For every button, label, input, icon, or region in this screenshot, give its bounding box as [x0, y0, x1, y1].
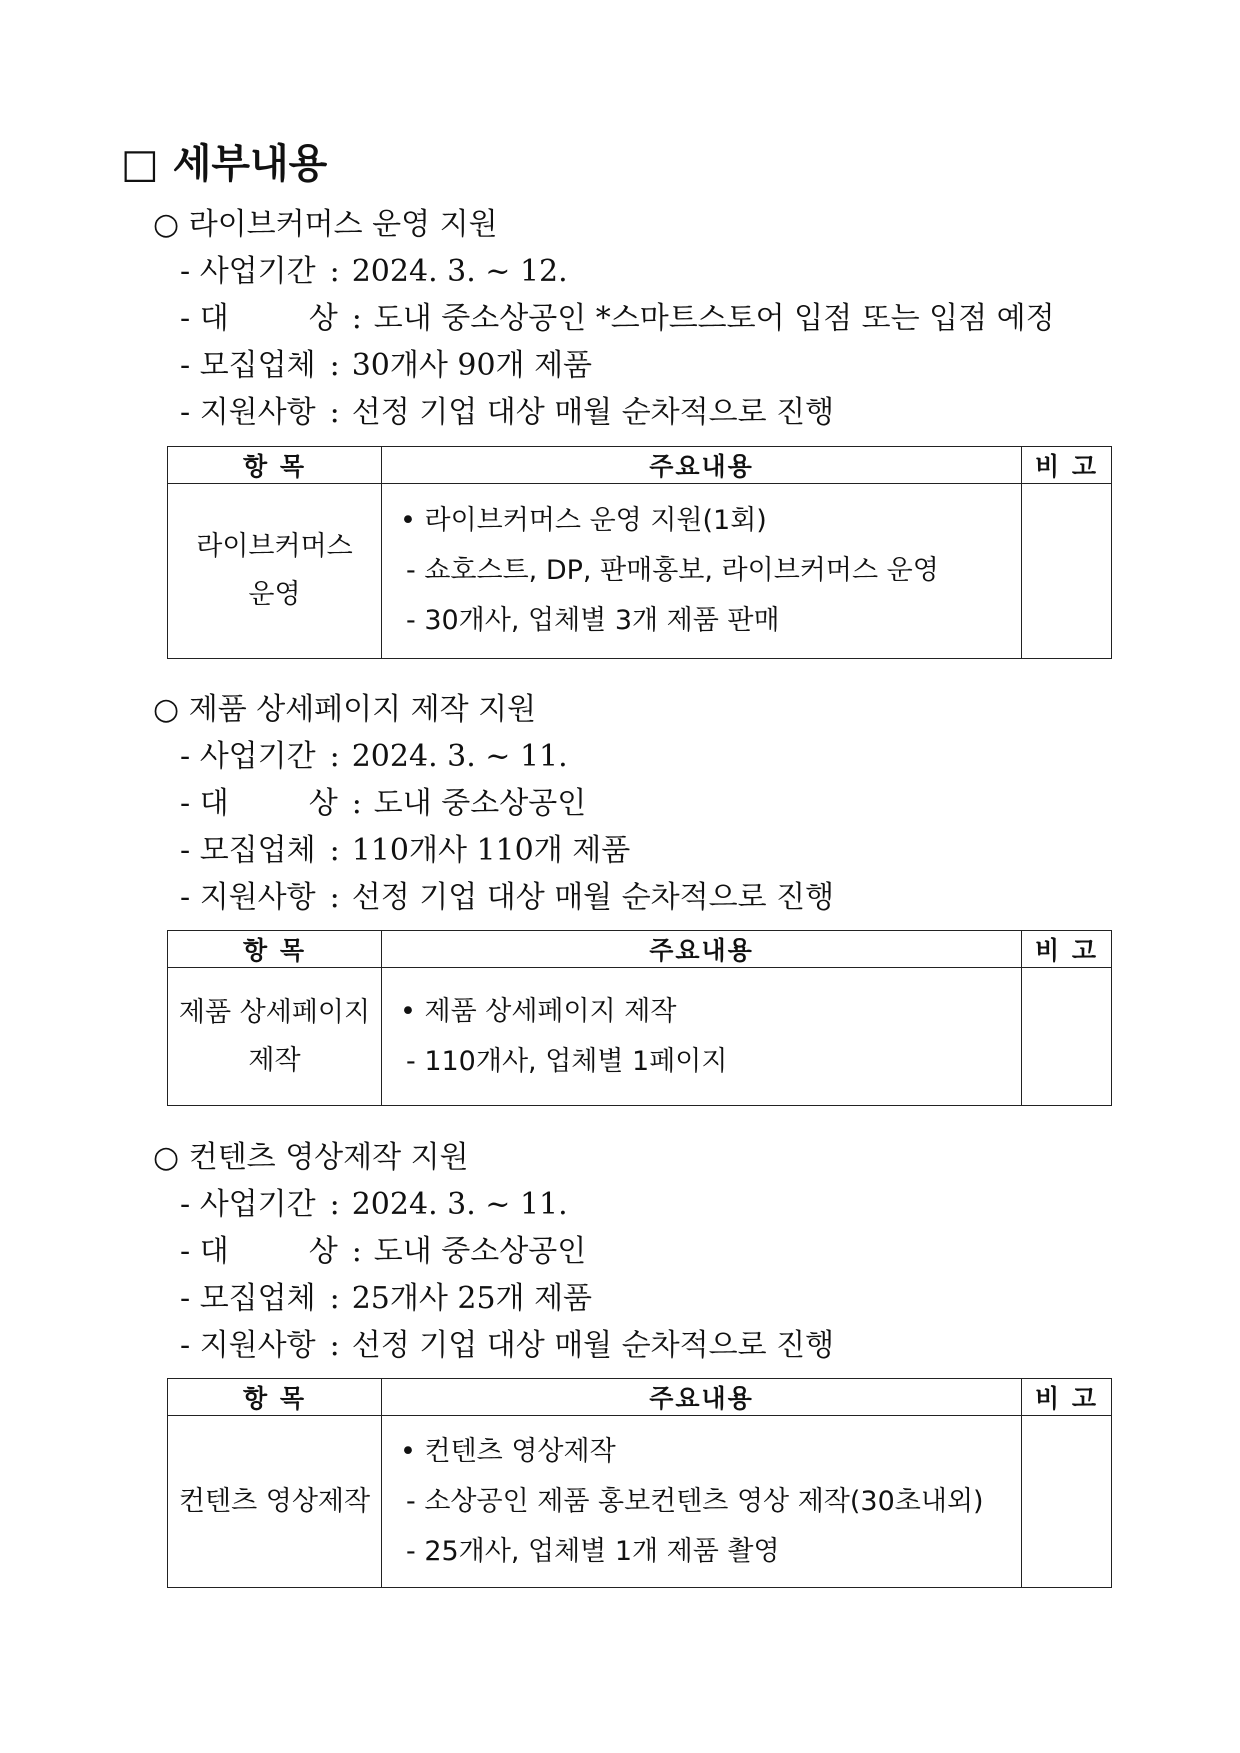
info-value: 25개사 25개 제품	[351, 1281, 593, 1316]
info-recruit: - 모집업체 : 110개사 110개 제품	[180, 833, 631, 868]
header-note: 비 고	[1022, 931, 1112, 968]
item-cell: 컨텐츠 영상제작	[168, 1416, 382, 1588]
info-value: 선정 기업 대상 매월 순차적으로 진행	[351, 1328, 835, 1363]
info-value: 도내 중소상공인	[373, 786, 587, 821]
note-cell	[1022, 968, 1112, 1106]
content-sub: - 25개사, 업체별 1개 제품 촬영	[406, 1535, 780, 1567]
header-note: 비 고	[1022, 1379, 1112, 1416]
info-value: 선정 기업 대상 매월 순차적으로 진행	[351, 880, 835, 915]
section-title: ○ 제품 상세페이지 제작 지원	[153, 692, 537, 727]
header-content: 주요내용	[382, 931, 1022, 968]
info-target: - 대 상 : 도내 중소상공인	[180, 786, 587, 821]
content-sub: - 쇼호스트, DP, 판매홍보, 라이브커머스 운영	[406, 555, 939, 586]
info-target: - 대 상 : 도내 중소상공인	[180, 1234, 587, 1269]
content-bullet: • 컨텐츠 영상제작	[400, 1435, 616, 1467]
info-target: - 대 상 : 도내 중소상공인 *스마트스토어 입점 또는 입점 예정	[180, 301, 1055, 336]
info-recruit: - 모집업체 : 30개사 90개 제품	[180, 348, 593, 383]
header-item: 항 목	[168, 447, 382, 484]
content-cell	[382, 968, 1022, 1106]
section-title: ○ 컨텐츠 영상제작 지원	[153, 1140, 469, 1175]
info-value: 110개사 110개 제품	[351, 833, 631, 868]
header-item: 항 목	[168, 931, 382, 968]
info-support: - 지원사항 : 선정 기업 대상 매월 순차적으로 진행	[180, 1328, 835, 1363]
content-bullet: • 라이브커머스 운영 지원(1회)	[400, 505, 767, 536]
header-note: 비 고	[1022, 447, 1112, 484]
info-value: 도내 중소상공인	[373, 1234, 587, 1269]
info-support: - 지원사항 : 선정 기업 대상 매월 순차적으로 진행	[180, 880, 835, 915]
content-sub: - 110개사, 업체별 1페이지	[406, 1045, 728, 1077]
detail-table	[167, 1378, 1112, 1588]
header-content: 주요내용	[382, 1379, 1022, 1416]
info-period: - 사업기간 : 2024. 3. ~ 12.	[180, 254, 568, 289]
info-value: 2024. 3. ~ 12.	[351, 254, 568, 289]
info-value: 2024. 3. ~ 11.	[351, 739, 568, 774]
header-content: 주요내용	[382, 447, 1022, 484]
info-period: - 사업기간 : 2024. 3. ~ 11.	[180, 739, 568, 774]
content-sub: - 30개사, 업체별 3개 제품 판매	[406, 605, 780, 636]
item-cell: 라이브커머스 운영	[168, 484, 382, 659]
info-value: 2024. 3. ~ 11.	[351, 1187, 568, 1222]
item-cell: 제품 상세페이지 제작	[168, 968, 382, 1106]
info-value: 선정 기업 대상 매월 순차적으로 진행	[351, 395, 835, 430]
detail-table	[167, 446, 1112, 659]
detail-table	[167, 930, 1112, 1106]
content-sub: - 소상공인 제품 홍보컨텐츠 영상 제작(30초내외)	[406, 1485, 984, 1517]
info-value: 도내 중소상공인 *스마트스토어 입점 또는 입점 예정	[373, 301, 1055, 336]
note-cell	[1022, 1416, 1112, 1588]
info-value: 30개사 90개 제품	[351, 348, 593, 383]
content-cell	[382, 484, 1022, 659]
section-title: ○ 라이브커머스 운영 지원	[153, 207, 498, 242]
info-period: - 사업기간 : 2024. 3. ~ 11.	[180, 1187, 568, 1222]
page-heading: □ 세부내용	[121, 141, 328, 187]
content-bullet: • 제품 상세페이지 제작	[400, 995, 677, 1027]
info-recruit: - 모집업체 : 25개사 25개 제품	[180, 1281, 593, 1316]
content-cell	[382, 1416, 1022, 1588]
note-cell	[1022, 484, 1112, 659]
info-support: - 지원사항 : 선정 기업 대상 매월 순차적으로 진행	[180, 395, 835, 430]
header-item: 항 목	[168, 1379, 382, 1416]
